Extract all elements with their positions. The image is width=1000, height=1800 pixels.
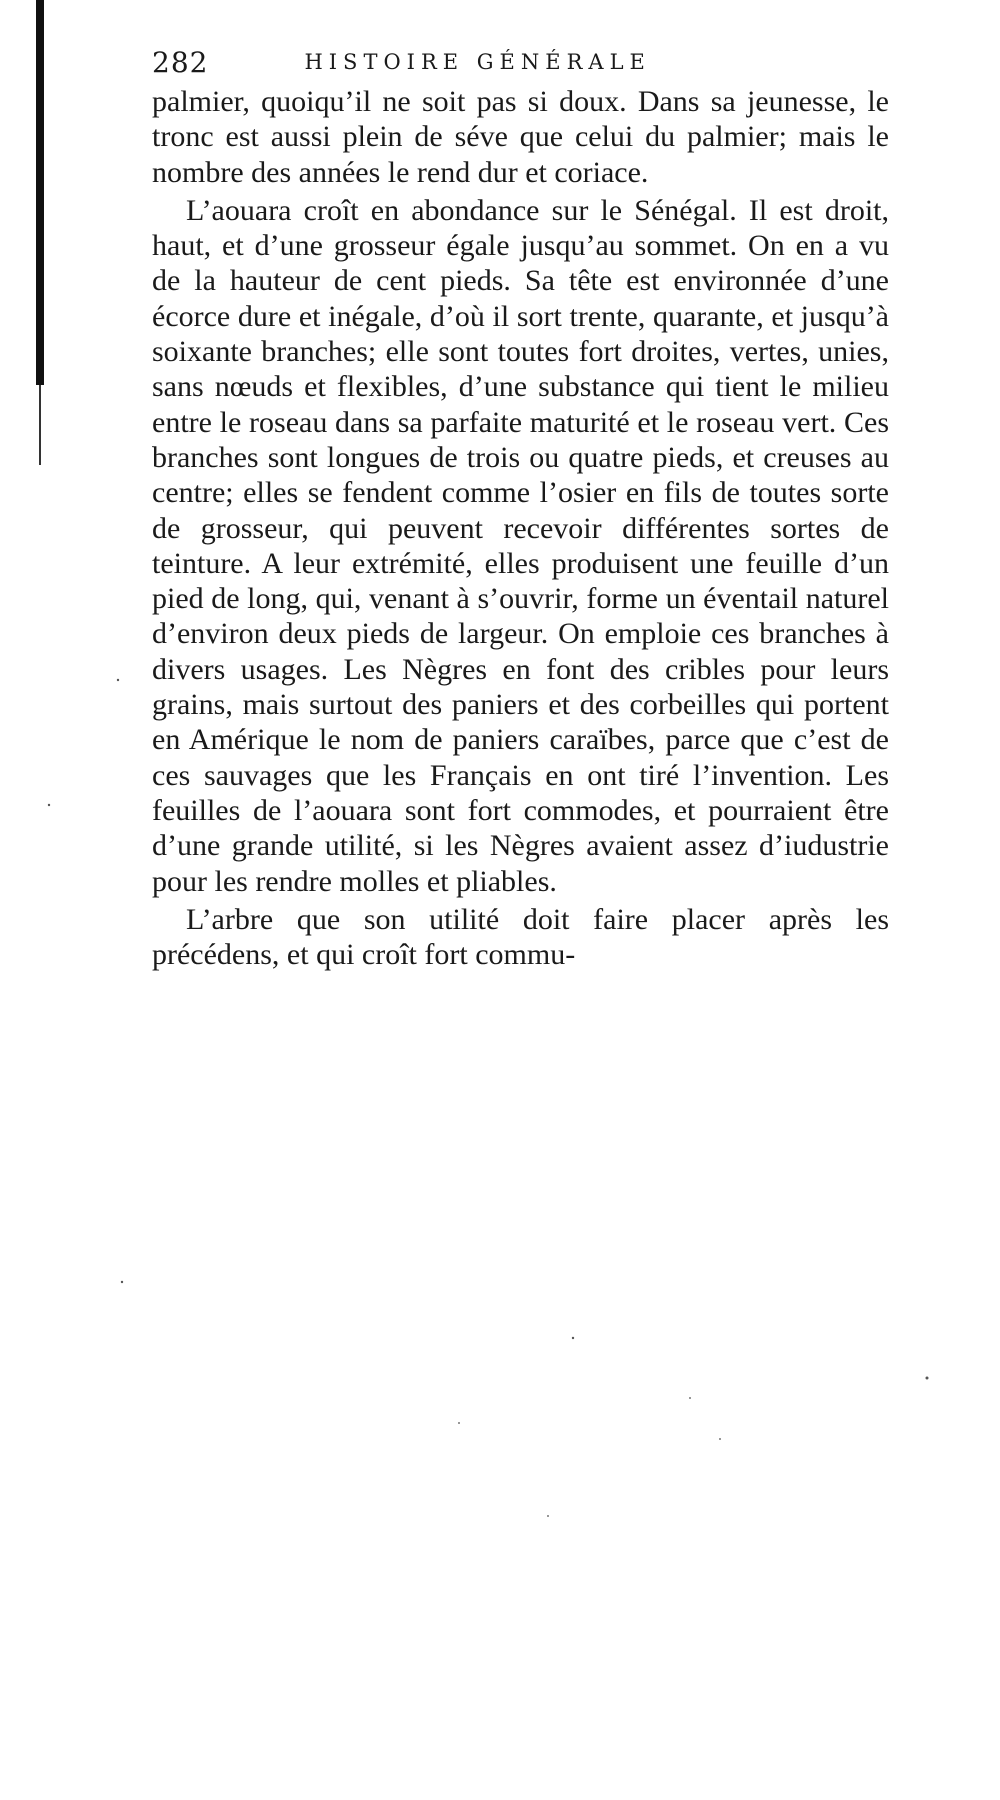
paragraph-aouara: L’aouara croît en abondance sur le Sénégal. Il est droit, haut, et d’une grosseur égale jusqu’au sommet. On en a vu de la hauteur de cent pieds. Sa tête est environnée d’une écorce dure et inégale, d’où il sort trente, quarante, et jusqu’à soixante branches; elle sont toutes fort droites, vertes, unies, sans nœuds et flexibles, d’une substance qui tient le milieu entre le roseau dans sa parfaite maturité et le roseau vert. Ces branches sont longues de trois ou quatre pieds, et creuses au centre; elles se fendent comme l’osier en fils de toutes sorte de grosseur, qui peuvent recevoir différentes sortes de teinture. A leur extrémité, elles produisent une feuille d’un pied de long, qui, venant à s’ouvrir, forme un éventail naturel d’environ deux pieds de largeur. On emploie ces branches à divers usages. Les Nègres en font des cribles pour leurs grains, mais surtout des paniers et des corbeilles qui portent en Amérique le nom de paniers caraïbes, parce que c’est de ces sauvages que les Français en ont tiré l’invention. Les feuilles de l’aouara sont fort commodes, et pourraient être d’une grande utilité, si les Nègres avaient assez d’iudustrie pour les rendre molles et pliables. <box>152 193 889 898</box>
page-number: 282 <box>152 45 209 79</box>
paragraph-continuation: palmier, quoiqu’il ne soit pas si doux. Dans sa jeunesse, le tronc est aussi plein de séve que celui du palmier; mais le nombre des années le rend dur et coriace. <box>152 85 889 189</box>
paragraph-next-tree: L’arbre que son utilité doit faire placer après les précédens, et qui croît fort commu- <box>152 902 889 972</box>
running-head: HISTOIRE GÉNÉRALE <box>304 50 651 74</box>
